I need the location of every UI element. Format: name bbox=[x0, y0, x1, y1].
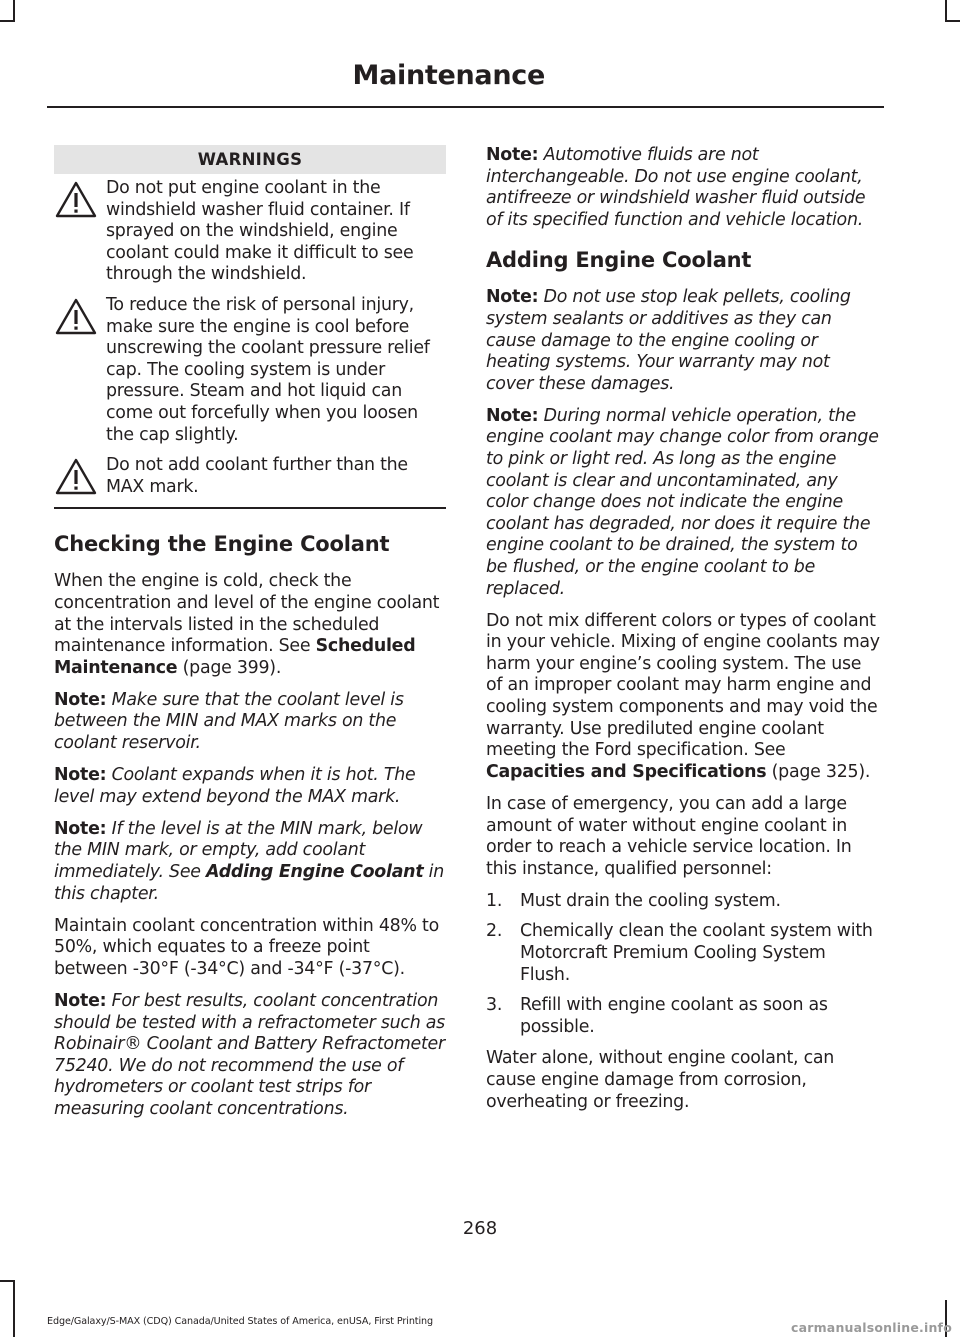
note-label: Note: bbox=[486, 145, 539, 165]
page-number: 268 bbox=[462, 1218, 498, 1239]
right-column bbox=[486, 145, 880, 1124]
warning-text: Do not put engine coolant in the windshield washer fluid container. If sprayed on the windshield, engine coolant could make it difficult to see through the windshield. bbox=[106, 178, 414, 285]
paragraph-text: Do not mix different colors or types of coolant in your vehicle. Mixing of engine coolants may harm your engine’s cooling system. The use of an improper coolant may harm engine and cooling system components and may void the warranty. Use prediluted engine coolant meeting the Ford specification. See bbox=[486, 610, 880, 761]
note-label: Note: bbox=[54, 689, 107, 710]
note bbox=[54, 991, 446, 1121]
heading-checking-coolant: Checking the Engine Coolant bbox=[54, 532, 390, 557]
page-reference: (page 399). bbox=[177, 657, 282, 678]
paragraph: Maintain coolant concentration within 48% to 50%, which equates to a freeze point between -30°F (-34°C) and -34°F (-37°C). bbox=[54, 915, 439, 979]
note-text: Automotive fluids are not interchangeable. Do not use engine coolant, antifreeze or windshield washer fluid outside of its specified function and vehicle location. bbox=[486, 145, 866, 230]
note-text: Do not use stop leak pellets, cooling system sealants or additives as they can cause damage to the engine cooling or heating systems. Your warranty may not cover these damages. bbox=[486, 287, 851, 394]
step-text: Refill with engine coolant as soon as possible. bbox=[520, 995, 828, 1037]
cross-reference-link[interactable]: Adding Engine Coolant bbox=[206, 861, 424, 882]
list-item bbox=[486, 995, 880, 1038]
note-label: Note: bbox=[486, 405, 539, 426]
crop-mark bbox=[13, 0, 15, 22]
paragraph: Water alone, without engine coolant, can cause engine damage from corrosion, overheating or freezing. bbox=[486, 1048, 835, 1112]
note-label: Note: bbox=[54, 765, 107, 786]
note-text-part: in this chapter. bbox=[54, 861, 445, 904]
warning-icon bbox=[54, 457, 98, 497]
paragraph: In case of emergency, you can add a large amount of water without engine coolant in order to reach a vehicle service location. In this instance, qualified personnel: bbox=[486, 793, 852, 879]
note-label: Note: bbox=[54, 818, 107, 839]
paragraph-text: When the engine is cold, check the concentration and level of the engine coolant at the intervals listed in the scheduled maintenance information. See bbox=[54, 571, 440, 657]
left-column bbox=[54, 145, 446, 1131]
cross-reference-link[interactable]: Capacities and Specifications bbox=[486, 761, 767, 782]
warning-item bbox=[54, 178, 446, 286]
crop-mark bbox=[0, 1280, 15, 1282]
warning-item bbox=[54, 295, 446, 446]
crop-mark bbox=[0, 20, 15, 22]
warnings-heading: WARNINGS bbox=[54, 145, 446, 174]
paragraph bbox=[54, 571, 446, 679]
warning-text: To reduce the risk of personal injury, make sure the engine is cool before unscrewing the coolant pressure relief cap. The cooling system is under pressure. Steam and hot liquid can come out forcefully when you loosen the cap slightly. bbox=[106, 294, 430, 445]
note-label: Note: bbox=[54, 990, 107, 1011]
note-text: Coolant expands when it is hot. The level may extend beyond the MAX mark. bbox=[54, 765, 416, 807]
crop-mark bbox=[13, 1280, 15, 1337]
note-text: For best results, coolant concentration should be tested with a refractometer such as Robinair® Coolant and Battery Refractometer 75240. We do not recommend the use of hydrometers or coolant test strips for measuring coolant concentrations. bbox=[54, 990, 445, 1119]
step-text: Chemically clean the coolant system with Motorcraft Premium Cooling System Flush. bbox=[520, 921, 873, 985]
note bbox=[54, 690, 446, 755]
note-text-part: If the level is at the MIN mark, below the MIN mark, or empty, add coolant immediately. See bbox=[54, 818, 423, 882]
warning-icon bbox=[54, 297, 98, 337]
crop-mark bbox=[945, 20, 960, 22]
paragraph bbox=[486, 611, 880, 784]
note bbox=[486, 406, 880, 600]
note bbox=[54, 765, 446, 808]
step-number: 3. bbox=[486, 995, 503, 1016]
page-reference: (page 325). bbox=[766, 761, 871, 782]
note-text: During normal vehicle operation, the engine coolant may change color from orange to pink or light red. As long as the engine coolant is clear and uncontaminated, any color change does not indicate the engine coolant has degraded, nor does it require the engine coolant to be drained, the system to be flushed, or the engine coolant to be replaced. bbox=[486, 405, 879, 599]
warning-text: Do not add coolant further than the MAX mark. bbox=[106, 455, 408, 497]
footer-text: Edge/Galaxy/S-MAX (CDQ) Canada/United States of America, enUSA, First Printing bbox=[47, 1316, 434, 1327]
note-text: Make sure that the coolant level is between the MIN and MAX marks on the coolant reservoir. bbox=[54, 689, 404, 753]
crop-mark bbox=[945, 0, 947, 22]
list-item bbox=[486, 921, 880, 986]
note bbox=[486, 145, 880, 231]
watermark: carmanualsonline.info bbox=[790, 1320, 952, 1335]
step-text: Must drain the cooling system. bbox=[520, 890, 781, 911]
warning-item bbox=[54, 455, 446, 498]
list-item bbox=[486, 891, 880, 913]
note bbox=[486, 287, 880, 395]
warning-icon bbox=[54, 180, 98, 220]
note-text bbox=[54, 819, 444, 904]
warnings-rule bbox=[54, 507, 446, 509]
step-number: 2. bbox=[486, 921, 503, 942]
step-number: 1. bbox=[486, 890, 503, 911]
steps-list bbox=[486, 891, 880, 1039]
cross-reference-link[interactable]: Scheduled Maintenance bbox=[54, 636, 416, 678]
note-label: Note: bbox=[486, 287, 539, 308]
section-title: Maintenance bbox=[352, 60, 545, 91]
header-rule bbox=[47, 106, 884, 108]
heading-adding-coolant: Adding Engine Coolant bbox=[486, 248, 752, 273]
note bbox=[54, 819, 446, 905]
